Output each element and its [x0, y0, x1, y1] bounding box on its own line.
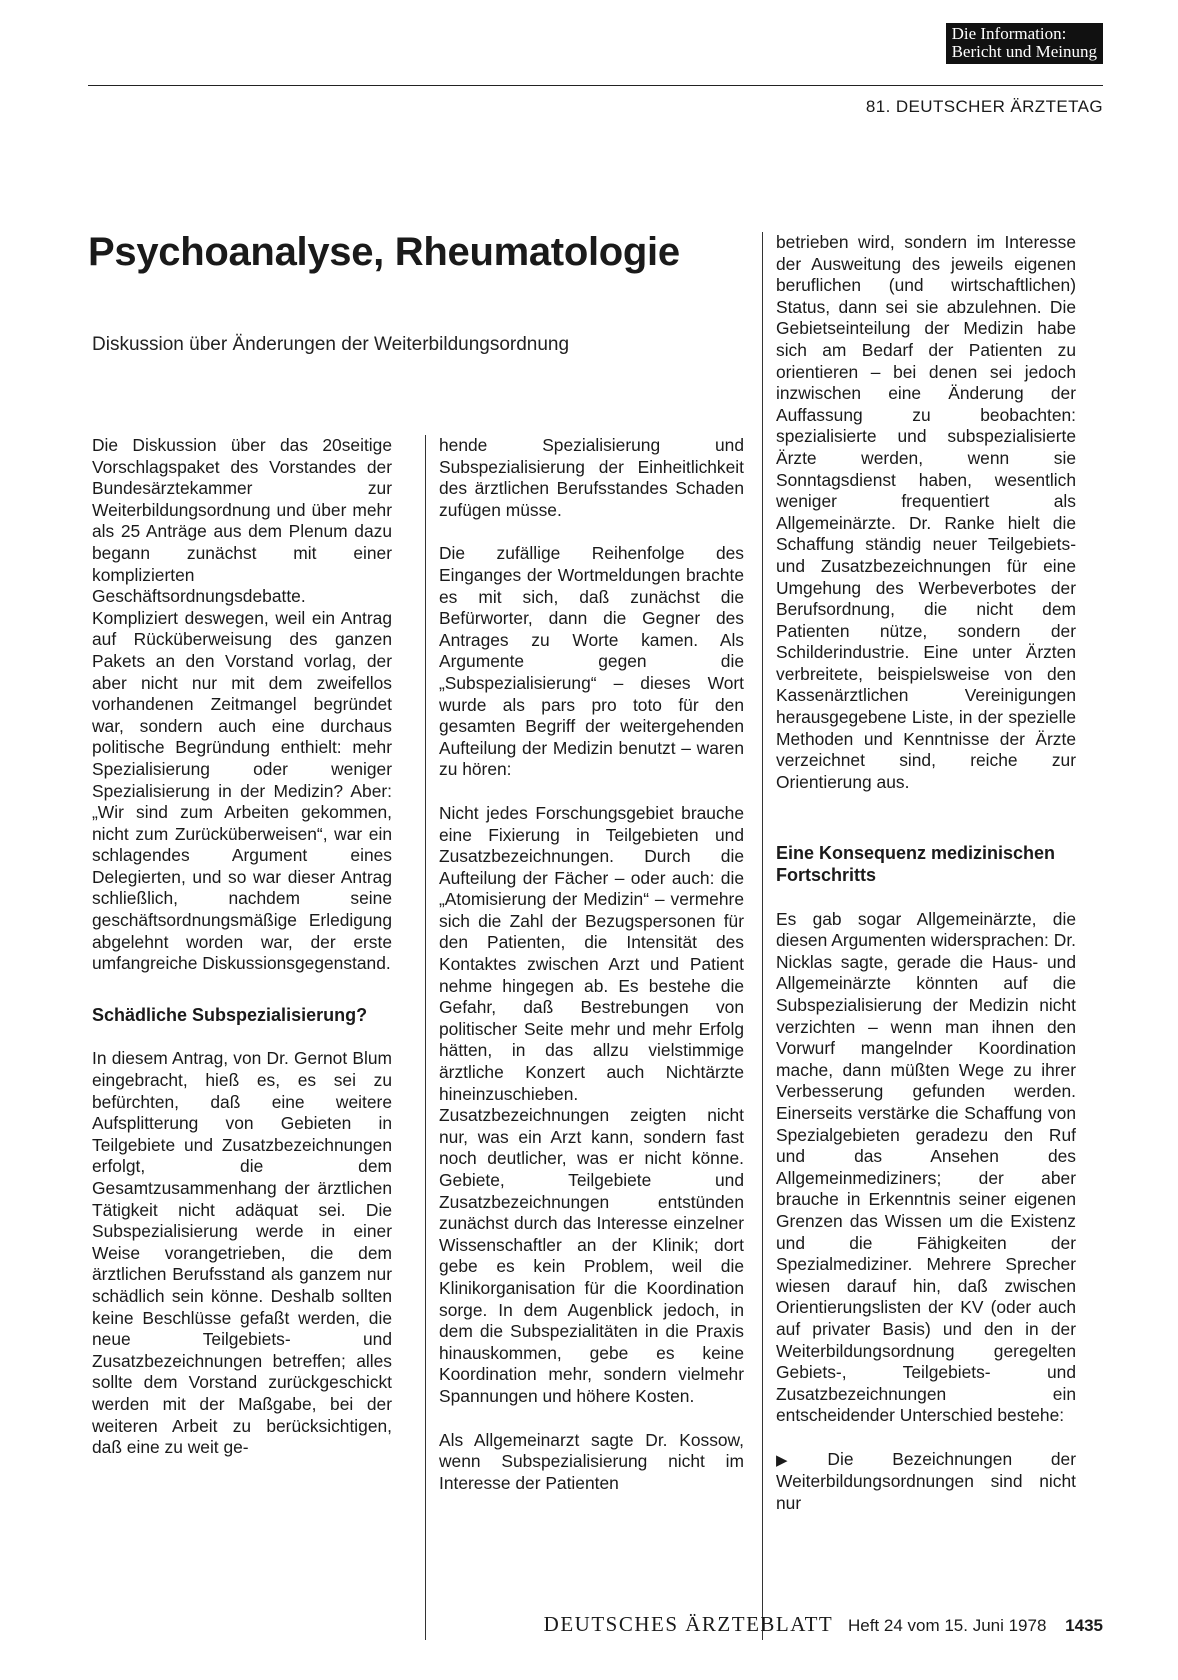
issue-info: Heft 24 vom 15. Juni 1978 [847, 1616, 1047, 1635]
article-subtitle: Diskussion über Änderungen der Weiterbildungsordnung [92, 334, 570, 355]
column-1 [92, 435, 392, 1459]
paragraph: hende Spezialisierung und Subspezialisierung der Einheitlichkeit des ärztlichen Berufsstandes Schaden zufügen müsse. [439, 435, 744, 520]
bullet-text: Die Bezeichnungen der Weiterbildungsordnungen sind nicht nur [776, 1448, 1076, 1514]
paragraph: Es gab sogar Allgemeinärzte, die diesen Argumenten widersprachen: Dr. Nicklas sagte, gerade die Haus- und Allgemeinärzte könnten auf die Subspezialisierung der Medizin nicht verzichten – wenn man ihnen den Vorwurf mangelnder Koordination mache, dann müßten Wege zu ihrer Verbesserung gefunden werden. Einerseits verstärke die Schaffung von Spezialgebieten geradezu den Ruf und das Ansehen des Allgemeinmediziners; der aber brauche in Erkenntnis seiner eigenen Grenzen das Wissen um die Existenz und die Fähigkeiten der Spezialmediziner. Mehrere Sprecher wiesen darauf hin, daß zwischen Orientierungslisten der KV (oder auch auf privater Basis) und den in der Weiterbildungsordnung geregelten Gebiets-, Teilgebiets- und Zusatzbezeichnungen ein entscheidender Unterschied bestehe: [776, 908, 1076, 1426]
column-2 [439, 435, 744, 1494]
page-footer [544, 1612, 1103, 1637]
section-tag-line2: Bericht und Meinung [951, 42, 1097, 61]
paragraph: Die zufällige Reihenfolge des Einganges der Wortmeldungen brachte es mit sich, daß zunächst die Befürworter, dann die Gegner des Antrages zu Worte kamen. Als Argumente gegen die „Subspezialisierung“ – dieses Wort wurde als pars pro toto für den gesamten Begriff der weitergehenden Aufteilung der Medizin benutzt – waren zu hören: [439, 543, 744, 780]
column-divider [762, 232, 763, 1640]
paragraph: In diesem Antrag, von Dr. Gernot Blum eingebracht, hieß es, es sei zu befürchten, daß eine weitere Aufsplitterung von Gebieten in Teilgebiete und Zusatzbezeichnungen erfolgt, die dem Gesamtzusammenhang der ärztlichen Tätigkeit nicht adäquat sei. Die Subspezialisierung werde in einer Weise vorangetrieben, die dem ärztlichen Berufsstand als ganzem nur schädlich sein könne. Deshalb sollten keine Beschlüsse gefaßt werden, die neue Teilgebiets- und Zusatzbezeichnungen betreffen; alles sollte dem Vorstand zurückgeschickt werden mit der Maßgabe, bei der weiteren Arbeit zu berücksichtigen, daß eine zu weit ge- [92, 1048, 392, 1458]
header-rule [88, 85, 1103, 86]
column-divider [425, 435, 426, 1640]
paragraph: betrieben wird, sondern im Interesse der Ausweitung des jeweils eigenen beruflichen (und wirtschaftlichen) Status, dann sei sie abzulehnen. Die Gebietseinteilung der Medizin habe sich am Bedarf der Patienten zu orientieren – bei denen sei jedoch inzwischen eine Änderung der Auffassung zu beobachten: spezialisierte und subspezialisierte Ärzte werden, wenn sie Sonntagsdienst haben, wesentlich weniger frequentiert als Allgemeinärzte. Dr. Ranke hielt die Schaffung ständig neuer Teilgebiets- und Zusatzbezeichnungen für eine Umgehung des Werbeverbotes der Berufsordnung, die nicht dem Patienten nütze, sondern der Schilderindustrie. Eine unter Ärzten verbreitete, beispielsweise von den Kassenärztlichen Vereinigungen herausgegebene Liste, in der spezielle Methoden und Kenntnisse der Ärzte verzeichnet sind, reiche zur Orientierung aus. [776, 232, 1076, 792]
column-3 [776, 232, 1076, 1515]
bullet-paragraph [776, 1449, 1076, 1515]
subheading: Eine Konsequenz medizinischen Fortschritts [776, 843, 1056, 886]
section-tag-line1: Die Information: [951, 24, 1067, 43]
page-number: 1435 [1065, 1616, 1103, 1635]
paragraph: Nicht jedes Forschungsgebiet brauche eine Fixierung in Teilgebieten und Zusatzbezeichnungen. Durch die Aufteilung der Fächer – oder auch: die „Atomisierung der Medizin“ – vermehre sich die Zahl der Bezugspersonen für den Patienten, die Intensität des Kontaktes zwischen Arzt und Patient nehme hingegen ab. Es bestehe die Gefahr, daß Bestrebungen von politischer Seite mehr und mehr Erfolg hätten, in das allzu vielstimmige ärztliche Konzert auch Nichtärzte hineinzuschieben. Zusatzbezeichnungen zeigten nicht nur, was ein Arzt kann, sondern fast noch deutlicher, was er nicht könne. Gebiete, Teilgebiete und Zusatzbezeichnungen entstünden zunächst durch das Interesse einzelner Wissenschaftler an der Klinik; dort gebe es kein Problem, weil die Klinikorganisation für die Koordination sorge. In dem Augenblick jedoch, in dem die Subspezialitäten in die Praxis hinauskommen, gebe es keine Koordination mehr, sondern vielmehr Spannungen und höhere Kosten. [439, 802, 744, 1406]
subheading: Schädliche Subspezialisierung? [92, 1004, 368, 1025]
paragraph: Die Diskussion über das 20seitige Vorschlagspaket des Vorstandes der Bundesärztekammer zur Weiterbildungsordnung und über mehr als 25 Anträge aus dem Plenum dazu begann zunächst mit einer komplizierten Geschäftsordnungsdebatte. Kompliziert deswegen, weil ein Antrag auf Rücküberweisung des ganzen Pakets an den Vorstand vorlag, der aber nicht nur mit dem zweifellos vorhandenen Zeitmangel begründet war, sondern auch eine durchaus politische Begründung enthielt: mehr Spezialisierung oder weniger Spezialisierung in der Medizin? Aber: „Wir sind zum Arbeiten gekommen, nicht zum Zurücküberweisen“, war ein schlagendes Argument eines Delegierten, und so war dieser Antrag schließlich, nachdem seine geschäftsordnungsmäßige Erledigung abgelehnt worden war, der erste umfangreiche Diskussionsgegenstand. [92, 435, 392, 974]
triangle-bullet-icon: ▶ [776, 1451, 822, 1469]
section-tag [946, 23, 1103, 64]
article-title: Psychoanalyse, Rheumatologie [88, 230, 680, 274]
journal-name: DEUTSCHES ÄRZTEBLATT [543, 1612, 834, 1636]
paragraph: Als Allgemeinarzt sagte Dr. Kossow, wenn Subspezialisierung nicht im Interesse der Patienten [439, 1429, 744, 1493]
section-heading: 81. DEUTSCHER ÄRZTETAG [865, 97, 1103, 116]
